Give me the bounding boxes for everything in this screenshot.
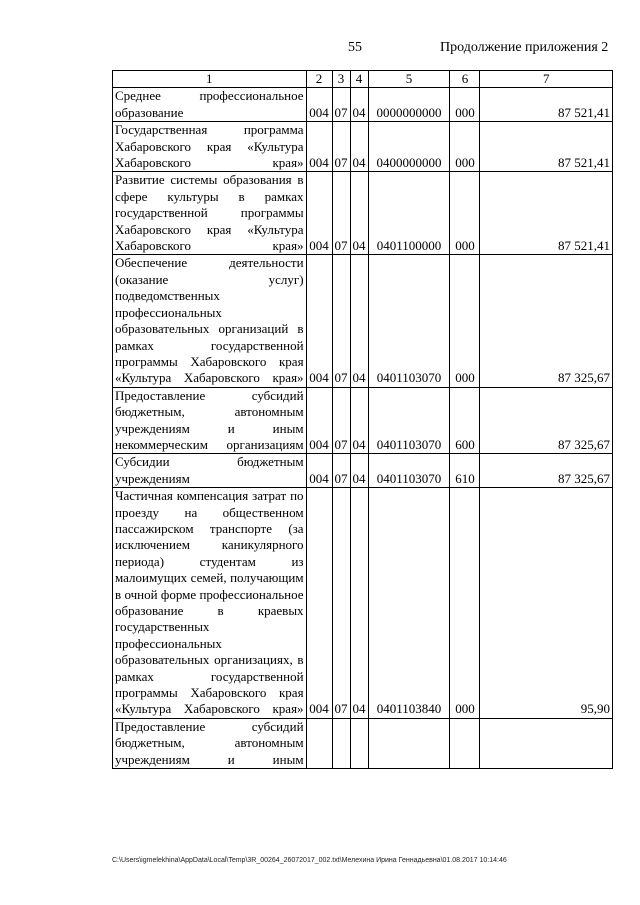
cell-c3: 07 — [332, 88, 350, 122]
row-name: Развитие системы образования в сфере культуры в рамках государственной программы Хабаровского края «Культура Хабаровского края» — [113, 172, 307, 255]
cell-c2: 004 — [306, 387, 332, 454]
cell-amount: 87 521,41 — [480, 122, 613, 172]
page-number: 55 — [348, 40, 362, 55]
cell-c2: 004 — [306, 255, 332, 387]
row-name: Среднее профессиональное образование — [113, 88, 307, 122]
cell-c4: 04 — [350, 454, 368, 488]
cell-c3: 07 — [332, 172, 350, 255]
cell-c5: 0400000000 — [368, 122, 450, 172]
column-header: 7 — [480, 71, 613, 88]
column-header: 6 — [450, 71, 480, 88]
cell-c5 — [368, 718, 450, 768]
file-path-footer: C:\Users\igmelekhina\AppData\Local\Temp\3R_00264_26072017_002.txt\Мелехина Ирина Геннадьевна\01.08.2017 10:14:46 — [112, 857, 507, 864]
cell-c2: 004 — [306, 88, 332, 122]
cell-c2: 004 — [306, 172, 332, 255]
cell-c2: 004 — [306, 488, 332, 719]
table-row — [113, 122, 613, 172]
cell-c6: 000 — [450, 122, 480, 172]
cell-c6 — [450, 718, 480, 768]
cell-amount: 87 521,41 — [480, 88, 613, 122]
cell-c4: 04 — [350, 387, 368, 454]
cell-c5: 0401103070 — [368, 454, 450, 488]
cell-c2: 004 — [306, 122, 332, 172]
cell-amount: 95,90 — [480, 488, 613, 719]
cell-c3 — [332, 718, 350, 768]
cell-amount: 87 521,41 — [480, 172, 613, 255]
cell-c3: 07 — [332, 488, 350, 719]
cell-amount — [480, 718, 613, 768]
cell-c6: 000 — [450, 88, 480, 122]
cell-amount: 87 325,67 — [480, 454, 613, 488]
cell-c3: 07 — [332, 122, 350, 172]
row-name: Предоставление субсидий бюджетным, автономным учреждениям и иным — [113, 718, 307, 768]
cell-c6: 000 — [450, 488, 480, 719]
cell-c3: 07 — [332, 387, 350, 454]
table-row — [113, 387, 613, 454]
column-header: 5 — [368, 71, 450, 88]
cell-c4: 04 — [350, 122, 368, 172]
column-header: 3 — [332, 71, 350, 88]
cell-c4: 04 — [350, 255, 368, 387]
cell-c4 — [350, 718, 368, 768]
cell-c4: 04 — [350, 488, 368, 719]
column-header: 4 — [350, 71, 368, 88]
row-name: Государственная программа Хабаровского края «Культура Хабаровского края» — [113, 122, 307, 172]
cell-c6: 600 — [450, 387, 480, 454]
cell-c5: 0401103070 — [368, 387, 450, 454]
row-name: Частичная компенсация затрат по проезду на общественном пассажирском транспорте (за исключением каникулярного периода) студентам из малоимущих семей, получающим в очной форме профессиональное образование в краевых государственных профессиональных образовательных организациях, в рамках государственной программы Хабаровского края «Культура Хабаровского края» — [113, 488, 307, 719]
row-name: Предоставление субсидий бюджетным, автономным учреждениям и иным некоммерческим организациям — [113, 387, 307, 454]
table-row — [113, 172, 613, 255]
cell-c3: 07 — [332, 454, 350, 488]
cell-amount: 87 325,67 — [480, 255, 613, 387]
table-row — [113, 488, 613, 719]
table-row — [113, 718, 613, 768]
row-name: Субсидии бюджетным учреждениям — [113, 454, 307, 488]
column-header: 2 — [306, 71, 332, 88]
cell-c4: 04 — [350, 88, 368, 122]
cell-c5: 0000000000 — [368, 88, 450, 122]
table-row — [113, 255, 613, 387]
cell-c6: 000 — [450, 255, 480, 387]
table-row — [113, 454, 613, 488]
cell-c5: 0401100000 — [368, 172, 450, 255]
cell-c3: 07 — [332, 255, 350, 387]
cell-amount: 87 325,67 — [480, 387, 613, 454]
row-name: Обеспечение деятельности (оказание услуг) подведомственных профессиональных образовательных организаций в рамках государственной программы Хабаровского края «Культура Хабаровского края» — [113, 255, 307, 387]
table-header-row — [113, 71, 613, 88]
budget-table — [112, 70, 613, 769]
table-row — [113, 88, 613, 122]
cell-c6: 000 — [450, 172, 480, 255]
cell-c4: 04 — [350, 172, 368, 255]
column-header: 1 — [113, 71, 307, 88]
cell-c2: 004 — [306, 454, 332, 488]
cell-c2 — [306, 718, 332, 768]
cell-c6: 610 — [450, 454, 480, 488]
cell-c5: 0401103070 — [368, 255, 450, 387]
cell-c5: 0401103840 — [368, 488, 450, 719]
continuation-note: Продолжение приложения 2 — [440, 40, 609, 55]
